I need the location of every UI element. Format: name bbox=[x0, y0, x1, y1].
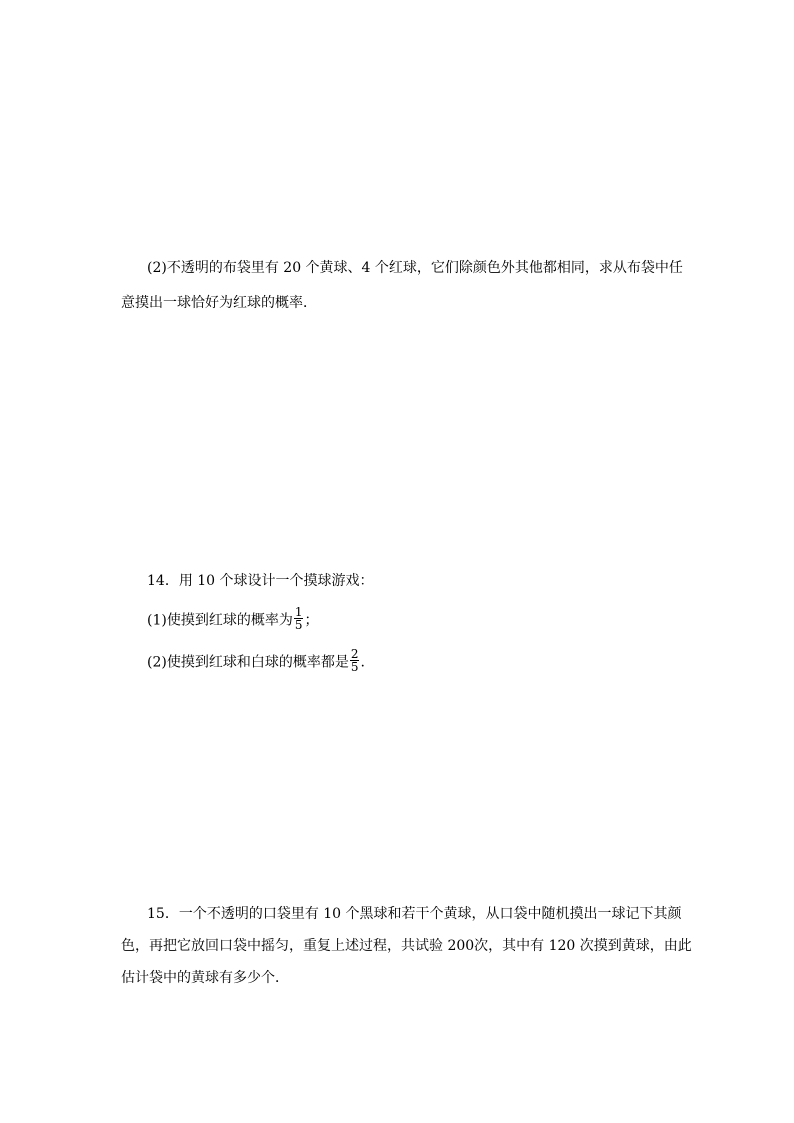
q14-stem: 14．用 10 个球设计一个摸球游戏： bbox=[147, 573, 374, 589]
q14-part2-end: . bbox=[360, 654, 365, 671]
fraction-denominator: 5 bbox=[294, 618, 303, 632]
q15-line1: 15．一个不透明的口袋里有 10 个黑球和若干个黄球，从口袋中随机摸出一球记下其颜 bbox=[147, 906, 682, 922]
fraction-denominator: 5 bbox=[350, 660, 359, 674]
q13-part2-line2: 意摸出一球恰好为红球的概率． bbox=[121, 295, 317, 311]
q14-part1-text: (1)使摸到红球的概率为 bbox=[147, 612, 293, 629]
q15-line2: 色，再把它放回口袋中摇匀，重复上述过程，共试验 200次，其中有 120 次摸到黄球，由此 bbox=[121, 938, 692, 954]
q14-part2 bbox=[147, 647, 365, 675]
q14-part2-text: (2)使摸到红球和白球的概率都是 bbox=[147, 654, 349, 671]
q13-part2-line1: (2)不透明的布袋里有 20 个黄球、4 个红球，它们除颜色外其他都相同，求从布袋中任 bbox=[147, 260, 683, 276]
q15-line3: 估计袋中的黄球有多少个． bbox=[121, 970, 289, 986]
q14-part1 bbox=[147, 605, 319, 633]
fraction-two-fifths bbox=[350, 648, 360, 673]
fraction-one-fifth bbox=[294, 606, 304, 631]
fraction-numerator: 2 bbox=[350, 647, 359, 661]
fraction-numerator: 1 bbox=[294, 605, 303, 619]
q14-part1-end: ； bbox=[304, 612, 319, 629]
